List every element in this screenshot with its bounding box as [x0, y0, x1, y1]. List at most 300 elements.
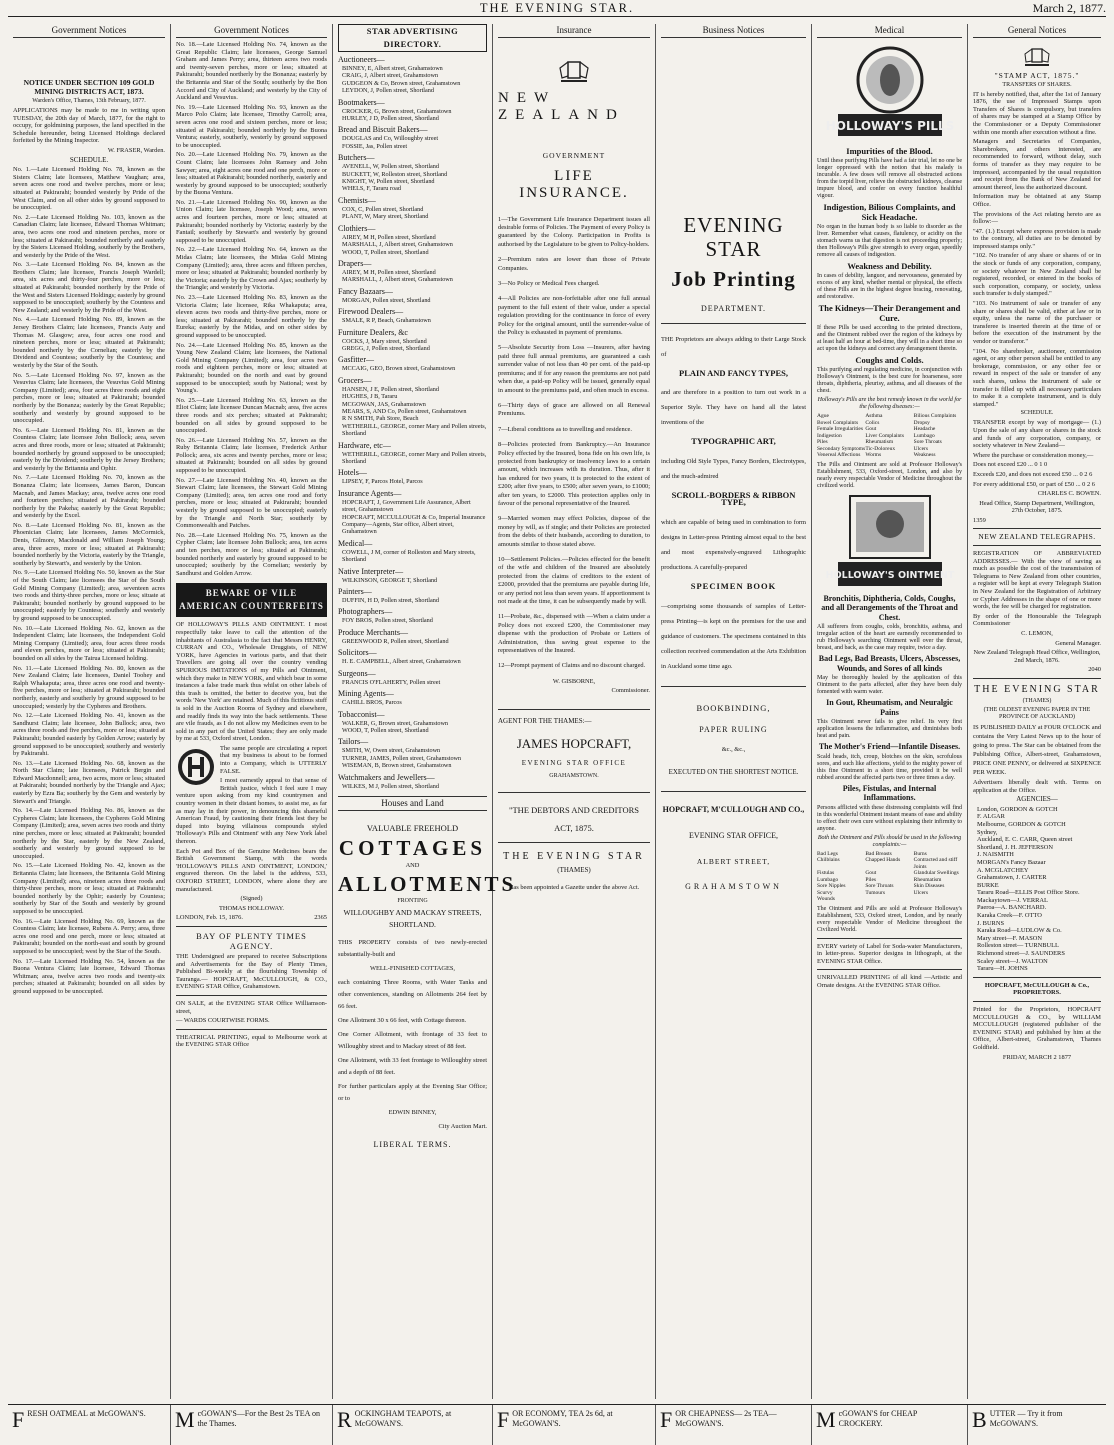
- masthead-date: March 2, 1877.: [1032, 1, 1106, 15]
- and-word: AND: [405, 861, 420, 869]
- sale-text: ON SALE, at the EVENING STAR Office Williamson-street,: [176, 999, 327, 1015]
- strip-text: RESH OATMEAL at McGOWAN'S.: [27, 1409, 146, 1418]
- table-cell: Gout: [865, 426, 877, 432]
- table-cell: Burns: [913, 850, 927, 857]
- streets-line: WILLOUGHBY AND MACKAY STREETS, SHORTLAND.: [343, 907, 482, 929]
- column-heading: Insurance: [498, 24, 650, 38]
- directory-entry: GREENWOOD R, Pollen street, Shortland: [342, 637, 449, 645]
- bronchitis-heading: Bronchitis, Diphtheria, Colds, Coughs, and all Derangements of the Throat and Chest.: [821, 593, 958, 622]
- property-line-3: each containing Three Rooms, with Water Tanks and other conveniences, standing on Allotments 264 feet by 66 feet.: [338, 978, 487, 1010]
- column-advertising-directory: [333, 24, 517, 1399]
- table-cell: Bowel Complaints: [817, 419, 859, 426]
- agency-entry: Richmond street—J. SAUNDERS: [977, 950, 1065, 958]
- imprint-date: FRIDAY, MARCH 2 1877: [1002, 1053, 1072, 1061]
- unrivalled-ad: UNRIVALLED PRINTING of all kind —Artistic and Ornate designs. At the EVENING STAR Office.: [817, 974, 962, 989]
- insurance-item: 4—All Policies are non-forfeitable after one full annual payment to the full extent of their value, under a special regulation providing for the continuance in force of every Policy for the original amount, until the surrender-value of the Policy is exhausted in payment of premiums.: [498, 295, 650, 337]
- directory-category: Photographers—: [338, 607, 393, 617]
- schedule-item: No. 15.—Late Licensed Holding No. 42, known as the Britannia Claim; late licensees, the Britannia Gold Mining Company (Limited); area, nineteen acres three roods and thirty-three perches, more or less; situated at Pakirarahi; bounded northerly by the Ophir; easterly by Countess; southerly by Star of the South and westerly by ground supposed to be unoccupied.: [13, 862, 165, 915]
- agency-entry: Scaley street—J. WALTON: [977, 957, 1048, 965]
- property-line-2: WELL-FINISHED COTTAGES,: [369, 964, 456, 972]
- schedule-item: No. 27.—Late Licensed Holding No. 40, known as the Stewart Claim; late licensees, the Stewart Gold Mining Company (Limited); area, ten acres one rood and forty perches, more or less; situated at Pakirarahi; bounded westerly by ground supposed to be unoccupied; easterly by the Triangle and North Star; southerly by Commonwealth and Patches.: [176, 476, 327, 530]
- telegraphs-lemon: C. LEMON,: [1021, 630, 1053, 637]
- schedule-item: No. 19.—Late Licensed Holding No. 93, known as the Marco Polo Claim; late licensee, Timothy Carroll; area, seven acres one rood and sixteen perches, more or less; situated at Pakirarahi; bounded northerly by the Buona Ventura; easterly, southerly, westerly by ground supposed to be unoccupied.: [176, 103, 327, 149]
- schedule-item: No. 23.—Late Licensed Holding No. 83, known as the Victoria Claim; late licensee, Rika Whakaputa; area, eleven acres two roods and thirty-five perches, more or less; situated at Pakirarahi; bounded northerly by the Eureka; easterly by the Midas, and on other sides by ground supposed to be unoccupied.: [176, 294, 327, 339]
- directory-category: Butchers—: [338, 153, 375, 163]
- table-cell: Chapped Hands: [865, 857, 901, 863]
- agency-entry: Tararu Road—ELLIS Post Office Store.: [977, 889, 1080, 897]
- theatrical-text: THEATRICAL PRINTING, equal to Melbourne work at the EVENING STAR Office: [176, 1033, 327, 1049]
- directory-entry: WETHERILL, GEORGE, corner Mary and Pollen streets, Shortland: [342, 422, 487, 438]
- bottom-advert-strip: [8, 1404, 1106, 1445]
- columns: [8, 24, 1106, 1399]
- job-paper-ruling: PAPER RULING: [699, 725, 768, 735]
- job-including: including Old Style Types, Fancy Borders, Electrotypes, and the much-admired: [661, 457, 806, 480]
- table-cell: Indigestion: [817, 432, 842, 439]
- royal-arms-icon: [1022, 46, 1052, 68]
- directory-category: Furniture Dealers, &c: [338, 327, 408, 337]
- schedule-item: No. 9.—Late Licensed Holding No. 50, known as the Star of the South Claim; late licensees the Star of the South Gold Mining Company (Limited); area, seventeen acres two roods and thirty-three perches, more or less; situate at Pakirarahi; bounded northerly by ground supposed to be unoccupied; easterly by Countess; southerly and westerly by ground supposed to be unoccupied.: [13, 569, 165, 622]
- insurance-items: [498, 216, 650, 671]
- beware-number: 2365: [314, 914, 327, 922]
- directory-entry: H. E. CAMPBELL, Albert street, Grahamstown: [342, 658, 461, 666]
- directory-entry: WOOD, T, Pollen street, Shortland: [342, 248, 429, 256]
- property-mart: City Auction Mart.: [438, 1122, 487, 1130]
- directory-category: Fancy Bazaars—: [338, 286, 393, 296]
- strip-text: OR ECONOMY, TEA 2s 6d, at McGOWAN'S.: [512, 1409, 613, 1428]
- impurities-text: Until these purifying Pills have had a fair trial, let no one be longer oppressed with the notion that his malady is incurable. A few doses will remove all obstructed actions from the torpid liver, relieve the obstructed kidneys, cleanse impure blood, and confer on every function healthful vigour.: [817, 158, 962, 199]
- directory-entry: PLANT, W, Mary street, Shortland: [342, 213, 429, 221]
- agency-entry: Shortland, J. H. JEFFERSON: [977, 843, 1053, 851]
- strip-advert: [812, 1405, 968, 1445]
- directory-entry: FOY BROS, Pollen street, Shortland: [342, 617, 433, 625]
- strip-initial: M: [816, 1407, 836, 1432]
- agency-entry: Melbourne, GORDON & GOTCH: [977, 820, 1066, 828]
- agency-entry: Tararu—H. JOHNS: [977, 965, 1028, 973]
- directory-entry: HOPCRAFT, MCCULLOUGH & Co, Imperial Insurance Company—Agents, Star office, Albert street, Grahamstown: [342, 513, 486, 536]
- directory-entry: WHELS, F, Tararu road: [342, 185, 401, 193]
- insurance-item: 12—Prompt payment of Claims and no discount charged.: [498, 662, 646, 670]
- agent-office: EVENING STAR OFFICE: [521, 758, 627, 767]
- job-specimen-book: SPECIMEN BOOK: [690, 580, 777, 591]
- beware-signed: (Signed): [240, 895, 263, 903]
- table-cell: Liver Complaints: [865, 432, 904, 439]
- directory-entry: MARSHALL, J, Albert street, Grahamstown: [342, 276, 453, 284]
- stamp-provisions: The provisions of the Act relating hereto are as follow:—: [973, 210, 1101, 226]
- strip-initial: F: [660, 1407, 673, 1432]
- directory-category: Bootmakers—: [338, 97, 385, 107]
- table-cell: Rheumatism: [913, 876, 942, 883]
- directory-category: Watchmakers and Jewellers—: [338, 772, 435, 782]
- column-heading: Government Notices: [13, 24, 165, 38]
- insurance-item: 11—Probate, &c., dispensed with —When a claim under a Policy does not exceed £200, the Commissioner may dispense with the production of Probate or Letters of Administration, thus saving great expense to the representatives of the Insured.: [498, 613, 650, 655]
- agency-entry: Paeroa—A. BANCHARD.: [977, 904, 1047, 912]
- schedule-item: No. 3.—Late Licensed Holding No. 84, known as the Brothers Claim; late licensee, Francis Joseph Wardell; area, six acres and thirty-four perches, more or less; situated at Pakirarahi; bounded northerly by the Pride of the West and Sisters Licensed Holdings; easterly by ground supposed to be unoccupied; southerly by the Countess and New Zealand; and westerly by the Pride of the West.: [13, 261, 166, 314]
- column-heading: Medical: [817, 24, 962, 38]
- directory-category: Bread and Biscuit Bakers—: [338, 125, 428, 135]
- schedule-item: No. 26.—Late Licensed Holding No. 57, known as the Ruby Britannia Claim; late licensee, Frederick Arthur Pollock; area, six acres and twenty perches, more or less; situated at Pakirarahi; bounded on all sides by ground supposed to be unoccupied.: [176, 436, 327, 475]
- directory-entry: DOUGLAS and Co, Willoughby street: [342, 135, 439, 143]
- directory-entry: KNIGHT, W, Pollen street, Shortland: [342, 178, 435, 186]
- property-line-4: One Allotment 30 x 66 feet, with Cottage thereon.: [338, 1016, 467, 1024]
- valuable-heading: VALUABLE FREEHOLD: [366, 822, 459, 833]
- schedule-list: [13, 166, 165, 995]
- table-cell: Headache: [913, 426, 936, 432]
- schedule-item: No. 5.—Late Licensed Holding No. 97, known as the Vesuvius Claim; late licensees, the Vesuvius Gold Mining Company (Limited); area, four acres three roods and eight perches, more or less; situated at Pakirarahi; bounded northerly by the Bonanza; easterly by the Great Republic; southerly and westerly by ground supposed to be unoccupied.: [13, 371, 165, 425]
- directory-entry: FOSSIE, Jas, Pollen street: [342, 142, 408, 150]
- star-title: THE EVENING STAR: [503, 851, 645, 863]
- kidneys-heading: The Kidneys—Their Derangement and Cure.: [818, 303, 961, 323]
- directory-entry: MARSHALL, J, Albert street, Grahamstown: [342, 241, 453, 249]
- stamp-info: Information may be obtained at any Stamp Office.: [973, 193, 1101, 208]
- table-cell: Female Irregularities: [817, 426, 863, 432]
- schedule-item: No. 1.—Late Licensed Holding No. 78, known as the Sisters Claim; late licensees, Matthew Vaughan; area, seven acres one rood and twelve perches, more or less; situated at Pakirarahi; bounded westerly by Pride of the West Claim, and on all other sides by ground supposed to be unoccupied.: [13, 166, 165, 212]
- job-bookbinding: BOOKBINDING,: [696, 702, 771, 713]
- job-typographic: TYPOGRAPHIC ART,: [691, 436, 776, 447]
- insurance-sign-name: W. GISBORNE,: [552, 677, 596, 685]
- notice-sign: W. FRASER, Warden.: [107, 146, 165, 154]
- directory-entry: MEARS, S, AND Co, Pollen street, Grahamstown: [342, 407, 467, 415]
- insurance-item: 1—The Government Life Insurance Department issues all desirable forms of Policies. The Payment of every Policy is guaranteed by the Colony. Participation in Profits is authorised by the Legislature to be given to Policy-holders.: [498, 215, 650, 248]
- allotments-heading: ALLOTMENTS: [338, 871, 517, 896]
- table-cell: Rheumatism: [865, 439, 894, 445]
- directory-entry: AIREY, M H, Pollen street, Shortland: [342, 268, 436, 276]
- job-department: DEPARTMENT.: [701, 304, 766, 313]
- notice-office: Warden's Office, Thames, 13th February, 1877.: [32, 98, 146, 104]
- directory-entry: LIPSEY, F, Parcos Hotel, Parcos: [342, 478, 423, 486]
- trade-mark-seal-icon: [176, 747, 216, 787]
- agency-entry: F. ALGAR: [977, 813, 1005, 821]
- star-text: Has been appointed a Gazette under the above Act.: [508, 883, 640, 891]
- stamp-rate-3: For every additional £50, or part of £50 ... 0 2 6: [973, 480, 1095, 488]
- transfers-heading: TRANSFERS OF SHARES.: [1002, 81, 1072, 88]
- directory-category: Hardware, etc—: [338, 440, 391, 450]
- strip-initial: R: [337, 1407, 352, 1432]
- strip-initial: F: [12, 1407, 25, 1432]
- schedule-item: No. 24.—Late Licensed Holding No. 85, known as the Young New Zealand Claim; late licensees, the National Gold Mining Company (Limited); area, four acres two roods and eighteen perches, more or less; situated at Pakirarahi; bounded on the north and east by ground supposed to be unoccupied; south by National; west by Young's.: [176, 341, 327, 395]
- directory-entry: CRAIG, J, Albert street, Grahamstown: [342, 72, 439, 80]
- stamp-number: 1359: [973, 516, 986, 524]
- fronting-word: FRONTING: [397, 897, 428, 904]
- piles-heading: Piles, Fistulas, and Internal Inflammations.: [842, 783, 937, 802]
- directory-entry: CAHILL BROS, Parcos: [342, 699, 402, 707]
- general-star-advertisers: Advertisers liberally dealt with. Terms on application at the Office.: [973, 778, 1101, 794]
- insurance-item: 8—Policies protected from Bankruptcy.—An Insurance Policy effected by the Insured, bona fide on his own life, is protected from bankruptcy or insolvency laws to a certain amount, which increases with its duration. Thus, after it has endured for two years, it is protected to the extent of £200; after five years, to £500; after seven years, to £1000; after ten years, to £2000. This protection applies only in favour of the personal representative of the Insured.: [498, 441, 650, 507]
- agency-entry: MORGAN's Fancy Bazaar: [977, 858, 1046, 866]
- strip-advert: [171, 1405, 333, 1445]
- property-line-7: For further particulars apply at the Evening Star Office; or to: [338, 1082, 487, 1102]
- coughs-text: This purifying and regulating medicine, in conjunction with Holloway's Ointment, is the best cure for hoarseness, sore throats, diphtheria, pleurisy, asthma, and all diseases of the chest.: [817, 367, 962, 394]
- strip-advert: [968, 1405, 1106, 1445]
- both-title: Both the Ointment and Pills should be used in the following complaints:—: [817, 834, 962, 848]
- directory-entry: WOOD, T, Pollen street, Shortland: [342, 726, 429, 734]
- telegraphs-office: New Zealand Telegraph Head Office, Wellington, 2nd March, 1876.: [973, 649, 1101, 664]
- job-position: and are therefore in a position to turn out work in a Superior Style. They have on hand all the latest inventions of the: [661, 389, 806, 427]
- table-cell: Tumours: [865, 889, 885, 896]
- agencies-heading: AGENCIES—: [1016, 795, 1058, 804]
- job-proprietors: THE Proprietors are always adding to their Large Stock of: [661, 335, 806, 358]
- strip-initial: M: [175, 1407, 195, 1432]
- directory-entry: WETHERILL, GEORGE, corner Mary and Pollen streets, Shortland: [342, 450, 487, 465]
- seal-label: HOLLOWAY'S PILLS: [825, 119, 954, 133]
- table-cell: Lumbago: [913, 432, 935, 439]
- table-cell: Ulcers: [913, 889, 929, 896]
- piles-text: Persons afflicted with these distressing complaints will find in this wonderful Ointment instant means of ease and ability to effect their own cure without explaining their infirmity to anyone.: [817, 804, 962, 832]
- strip-text: cGOWAN'S for CHEAP CROCKERY.: [838, 1409, 918, 1428]
- directory-entry: TURNER, JAMES, Pollen street, Grahamstown: [342, 754, 462, 762]
- directory-entry: GREGG, J, Pollen street, Shortland: [342, 344, 430, 352]
- liberal-terms: LIBERAL TERMS.: [373, 1139, 452, 1149]
- table-cell: Bilious Complaints: [913, 413, 957, 419]
- table-cell: Wounds: [817, 896, 835, 902]
- coughs-heading: Coughs and Colds.: [855, 355, 924, 365]
- table-cell: Asthma: [865, 413, 883, 419]
- job-printing: Job Printing: [671, 267, 796, 291]
- houses-heading: Houses and Land: [338, 796, 487, 811]
- notice-intro: APPLICATIONS may be made to me in writing upon TUESDAY, the 20th day of March, 1877, for the right to occupy, for goldmining purposes, the land specified in the Schedule hereunder, being Licensed Holdings declared forfeited by the Mining Inspector.: [13, 107, 165, 145]
- diseases-title: Holloway's Pills are the best remedy known in the world for the following diseases:—: [817, 397, 962, 410]
- schedule-item: No. 6.—Late Licensed Holding No. 81, known as the Countess Claim; late licensee John Bullock; area, seven acres and three roods, more or less; situated at Pakirarahi; bounded northerly by ground supposed to be unoccupied; easterly by the Dividend; southerly by the Jersey Brothers; and westerly by the Britannia and Ophir.: [13, 426, 165, 472]
- agency-entry: J. NAISMITH: [977, 851, 1014, 859]
- general-star-oldest: (THE OLDEST EVENING PAPER IN THE PROVINCE OF AUCKLAND): [983, 706, 1091, 720]
- telegraphs-number: 2040: [1088, 666, 1101, 674]
- directory-entry: FRANCIS O'FLAHERTY, Pollen street: [342, 678, 441, 686]
- telegraphs-order: By order of the Honourable the Telegraph Commissioner: [973, 612, 1101, 628]
- agency-entry: Grahamstown, J. CARTER: [977, 874, 1047, 882]
- coat-of-arms-icon: [557, 58, 591, 84]
- directory-category: Auctioneers—: [338, 55, 385, 64]
- column-general-notices: [968, 24, 1106, 1399]
- property-line-1: THIS PROPERTY consists of two newly-erected substantially-built and: [338, 938, 487, 958]
- agency-entry: Mary street—F. MASON: [977, 934, 1042, 942]
- insurance-item: 3—No Policy or Medical Fees charged.: [498, 280, 600, 288]
- job-etc: &c., &c.,: [721, 745, 746, 753]
- pills-sold-text: The Pills and Ointment are sold at Professor Holloway's Establishment, 533, Oxford-street, London, and also by nearly every respectable Vendor of Medicine throughout the civilized world.: [817, 461, 962, 489]
- directory-entry: COWELL, J M, corner of Rolleston and Mary streets, Shortland: [342, 548, 476, 564]
- table-cell: Chilblains: [817, 857, 840, 863]
- agency-entry: Karaka Creek—F. OTTO: [977, 912, 1042, 920]
- holloways-pills-seal-icon: [825, 42, 954, 142]
- both-table: [817, 851, 962, 903]
- directory-category: Tailors—: [338, 737, 369, 747]
- beware-text-2: The same people are circulating a report that my business is about to be formed into a Company, which is UTTERLY FALSE.: [220, 744, 327, 775]
- schedule-item: No. 4.—Late Licensed Holding No. 89, known as the Jersey Brothers Claim; late licensees, Francis Auty and Thomas M. Glasgow; area, four acres one rood and nineteen perches, more or less; situated at Pakirarahi; bounded northerly by the Cornelian; easterly by the Dividend and Countess; southerly by the Countess; and westerly by the Star of the South.: [13, 316, 165, 369]
- directory-entry: MCGOWAN, JAS, Grahamstown: [342, 400, 426, 408]
- schedule-item: No. 11.—Late Licensed Holding No. 80, known as the New Zealand Claim; late licensees, Daniel Toohey and Ralph Whakaputa; area, three acres one rood and twenty-five perches, more or less; situated at Pakirarahi; bounded northerly, easterly and southerly by ground supposed to be unoccupied; westerly by the Cypheres and Brothers.: [13, 664, 165, 710]
- agency-entry: Karaka Road—LUDLOW & Co.: [977, 927, 1062, 935]
- schedule-item: No. 18.—Late Licensed Holding No. 74, known as the Great Republic Claim; late licensees, George Samuel Graham and James Perry; area, thirteen acres two roods and twenty-seven perches, more or less; situated at Pakirarahi; bounded northerly by the Bonanza; easterly by the Britannia and Star of the South; southerly by the Bon Accord and City of Auckland; and westerly by the City of Auckland and Vesuvius.: [176, 41, 327, 102]
- schedule-item: No. 14.—Late Licensed Holding No. 86, known as the Cypheres Claim; late licensees, the Cypheres Gold Mining Company (Limited); area, seven acres two roods and thirty nine perches, more or less; situated at Pakirarahi; bounded northerly by the Star, easterly by the New Zealand, southerly and westerly by ground supposed to be unoccupied.: [13, 807, 165, 860]
- directory-entry: HUGHES, J B, Tararu: [342, 393, 398, 401]
- stamp-notice: IT is hereby notified, that, after the 1st of January 1876, the use of Impressed Stamps upon Transfers of Shares is compulsory, but transfers of shares may be stamped at a Stamp Office by the Commissioner or a Deputy Commissioner within one month after execution without a fine.: [973, 90, 1101, 136]
- agencies-list: [973, 806, 1101, 973]
- agency-entry: Mackaytown—J. VERRAL: [977, 896, 1048, 904]
- stamp-where: Where the purchase or consideration money,—: [973, 451, 1094, 459]
- table-cell: Secondary Symptoms: [817, 445, 866, 452]
- insurance-life: LIFE INSURANCE.: [519, 167, 629, 201]
- directory-category: Clothiers—: [338, 223, 376, 233]
- impurities-heading: Impurities of the Blood.: [846, 146, 933, 156]
- directory-category: Solicitors—: [338, 648, 377, 658]
- directory-entry: SMITH, W, Owen street, Grahamstown: [342, 747, 441, 755]
- table-cell: Venereal Affections: [817, 452, 861, 458]
- stamp-rate-1: Does not exceed £20 ... 0 1 0: [973, 461, 1048, 469]
- directory-list: [338, 55, 487, 790]
- schedule-item: No. 25.—Late Licensed Holding No. 63, known as the Eliot Claim; late licensee Duncan Macnab; area, five acres three roods and six perches; situated at Pakirarahi; bounded on all sides by ground supposed to be unoccupied.: [176, 396, 327, 435]
- directory-category: Gasfitter—: [338, 355, 374, 365]
- stamp-s104: "104. No sharebroker, auctioneer, commission agent, or any other person shall be entitled to any brokerage, commission, or any other fee or reward in respect of the sale or transfer of any such shares, unless the instrument of sale or transfer is filled up with all necessary particulars to make it a complete instrument, and is duly stamped.": [973, 347, 1101, 408]
- table-cell: Piles: [865, 876, 877, 883]
- insurance-item: 7—Liberal conditions as to travelling and residence.: [498, 425, 632, 433]
- strip-advert: [493, 1405, 656, 1445]
- directory-category: Mining Agents—: [338, 689, 394, 699]
- stamp-s102: "102. No transfer of any share or shares of or in the stock or funds of any corporation, company, or society whatever in New Zealand shall be registered, recorded, or entered in the books of such corporation, company, or society, unless such transfer is duly stamped.": [973, 252, 1101, 298]
- directory-entry: WILKES, M J, Pollen street, Shortland: [342, 782, 439, 790]
- stamp-schedule: SCHEDULE.: [1020, 410, 1054, 417]
- insurance-nz: NEW ZEALAND: [498, 90, 625, 123]
- stamp-bowen: CHARLES C. BOWEN.: [1037, 490, 1101, 498]
- weakness-text: In cases of debility, languor, and nervousness, generated by excess of any kind, whether mental or physical, the effects of these Pills are in the highest degree bracing, renovating, and restorative.: [817, 273, 962, 300]
- agency-entry: London, GORDON & GOTCH: [977, 805, 1058, 813]
- job-scroll-borders: SCROLL-BORDERS & RIBBON TYPE,: [671, 489, 796, 508]
- beware-banner: [176, 583, 327, 617]
- general-star-thames: (THAMES): [1022, 697, 1052, 704]
- directory-entry: LEYDON, J, Pollen street, Shortland: [342, 87, 434, 95]
- directory-entry: WILKINSON, GEORGE T, Shortland: [342, 576, 438, 584]
- agency-entry: Auckland, E. C. CARR, Queen street: [977, 836, 1073, 844]
- directory-entry: WISEMAN, B, Brown street, Grahamstown: [342, 762, 452, 770]
- stamp-head-office: Head Office, Stamp Department, Wellington, 27th October, 1875.: [979, 499, 1095, 515]
- table-cell: Ague: [817, 413, 829, 419]
- table-cell: Weakness: [913, 452, 936, 458]
- masthead-title: THE EVENING STAR.: [479, 1, 635, 15]
- strip-text: UTTER — Try it from McGOWAN'S.: [989, 1409, 1063, 1428]
- agency-entry: Rolleston street— TURNBULL: [977, 942, 1059, 950]
- directory-entry: DUFFIN, H D, Pollen street, Shortland: [342, 597, 439, 605]
- column-medical: [812, 24, 968, 1399]
- strip-advert: [8, 1405, 171, 1445]
- star-thames: (THAMES): [557, 866, 591, 875]
- beware-date: LONDON, Feb. 15, 1876.: [176, 914, 243, 922]
- column-heading: Business Notices: [661, 24, 806, 38]
- beware-text-4: Each Pot and Box of the Genuine Medicines bears the British Government Stamp, with the words 'HOLLOWAY'S PILLS AND OINTMENT, LONDON,' engraved thereon. On the label is the address, 533, OXFORD STREET, LONDON, where alone they are manufactured.: [176, 847, 327, 893]
- directory-category: Chemists—: [338, 195, 376, 205]
- weakness-heading: Weakness and Debility.: [847, 261, 932, 271]
- schedule-item: No. 16.—Late Licensed Holding No. 69, known as the Countess Claim; late licensee, Rubens A. Perry; area, three acres one rood and one perch, more or less; situated at Pakirarahi; bounded on the north-east and south by ground supposed to be unoccupied; west by the Star of the South.: [13, 917, 165, 955]
- holloways-ointment-seal-icon: [825, 494, 954, 590]
- mother-text: Scald heads, itch, croup, blotches on the skin, scrofulous sores, and such like affections, yield to the mighty power of this fine Ointment in a short time, provided it be well rubbed around the affected parts two or three times a day.: [817, 753, 962, 781]
- strip-text: OCKINGHAM TEAPOTS, at McGOWAN'S.: [354, 1409, 452, 1428]
- table-cell: Bad Breasts: [865, 850, 892, 857]
- directory-category: Native Interpreter—: [338, 566, 404, 576]
- schedule-item: No. 28.—Late Licensed Holding No. 75, known as the Cypher Claim; late licensee John Bullock; area, ten acres and ten perches, more or less; situated at Pakirarahi; bounded northerly and easterly by ground supposed to be unoccupied; southerly by the Cornelian; westerly by Sandhurst and Golden Arrow.: [176, 531, 327, 577]
- beware-text: OF HOLLOWAY'S PILLS AND OINTMENT. I most respectfully take leave to call the attention of the inhabitants of Australasia to the fact that Messrs HENRY, CURRAN and CO., Wholesale Druggists, of NEW YORK, have Agencies in various parts, and that their Travellers are going all over the country vending SPURIOUS IMITATIONS of my Pills and Ointment, which they make in NEW YORK, and which bear in some instances a false trade mark thus whilst on other labels of this trash is omitted, the better to deceive you, but the words 'New York' are retained. Much of this fictitious stuff is sold in the Auction Rooms of Sydney and elsewhere, and readily finds its way into the back settlements. These are vile frauds, as I do not allow my Medicines even to be sold in any part of the United States; they are only made by me at 533, Oxford street, London.: [176, 621, 327, 743]
- column-heading: Government Notices: [176, 24, 327, 38]
- job-office: EVENING STAR OFFICE,: [689, 830, 778, 840]
- job-capable: which are capable of being used in combination to form designs in Letter-press Printing almost equal to the best and most expensively-engraved Lithographic productions. A carefully-prepared: [661, 518, 806, 571]
- directory-entry: GUDGEON & Co, Brown street, Grahamstown: [342, 79, 461, 87]
- insurance-item: 5—Absolute Security from Loss —Insurers, after having paid three full annual premiums, are guaranteed a cash surrender value of not less than 40 per cent. of the paid-up premiums; and if for any reason the premiums are not paid when due, a paid-up Policy will be issued, generally equal in amount to the premiums paid, and often much in excess.: [498, 344, 650, 394]
- agency-entry: J. BURNS: [977, 919, 1004, 927]
- table-cell: Tic-Doloreux: [865, 445, 896, 452]
- strip-text: cGOWAN'S—For the Best 2s TEA on the Thames.: [197, 1409, 320, 1428]
- table-cell: Colics: [865, 419, 880, 426]
- general-star-published: IS PUBLISHED DAILY at FOUR O'CLOCK and contains the Very Latest News up to the hour of going to press. The Star can be obtained from the Publishing Office, Albert-street, Grahamstown, PRICE ONE PENNY, or delivered at SIXPENCE PER WEEK.: [973, 723, 1101, 776]
- agency-entry: Sydney,: [977, 828, 998, 836]
- directory-category: Hotels—: [338, 468, 367, 478]
- job-plain-types: PLAIN AND FANCY TYPES,: [679, 367, 788, 378]
- table-cell: Piles: [817, 439, 828, 445]
- job-town: GRAHAMSTOWN: [685, 882, 782, 892]
- agent-name: JAMES HOPCRAFT,: [516, 735, 632, 751]
- schedule-item: No. 8.—Late Licensed Holding No. 81, known as the Phoenician Claim; late licensees, James McCormick, Denis, Gilmore, Macdonald and William Joseph Young; area, three acres, more or less; situated at Pakirarahi; bounded northerly by the Victoria, easterly by the Triangle, southerly by Stewart's, and westerly by the Union.: [13, 521, 165, 567]
- agent-town: GRAHAMSTOWN.: [549, 773, 599, 780]
- bay-title: BAY OF PLENTY TIMES AGENCY.: [196, 930, 307, 951]
- strip-text: OR CHEAPNESS— 2s TEA— McGOWAN'S.: [675, 1409, 777, 1428]
- insurance-item: 2—Premium rates are lower than those of Private Companies.: [498, 256, 650, 272]
- printed-line: Printed for the Proprietors, HOPCRAFT MCCULLOUGH & CO., by WILLIAM MCCULLOUGH (registered publisher of the EVENING STAR) and published by him at the Office, Albert-street, Grahamstown, Thames Goldfield.: [973, 1006, 1101, 1051]
- bronchitis-text: All sufferers from coughs, colds, bronchitis, asthma, and irregular action of the heart are earnestly recommended to rub Holloway's searching Ointment well over the throat, breast, and back, as the case may require, twice a day.: [817, 624, 962, 651]
- beware-name: THOMAS HOLLOWAY.: [219, 904, 284, 912]
- job-street: ALBERT STREET,: [696, 856, 771, 866]
- property-line-6: One Allotment, with 33 feet frontage to Willoughby street and a depth of 88 feet.: [338, 1056, 487, 1076]
- telegraphs-heading: NEW ZEALAND TELEGRAPHS.: [978, 532, 1096, 542]
- beware-line-1: BEWARE OF VILE: [205, 588, 298, 599]
- strip-initial: F: [497, 1407, 510, 1432]
- proprietors-line: HOPCRAFT, McCULLOUGH & Co., PROPRIETORS.: [984, 981, 1090, 997]
- column-government-notices-1: [8, 24, 171, 1399]
- job-hopcraft: HOPCRAFT, M'CULLOUGH AND CO.,: [662, 805, 805, 815]
- table-cell: Scurvy: [817, 889, 833, 896]
- diseases-table: [817, 413, 962, 459]
- directory-entry: AVENELL, W, Pollen street, Shortland: [342, 163, 439, 171]
- directory-entry: HURLEY, J D, Pollen street, Shortland: [342, 115, 439, 123]
- directory-category: Produce Merchants—: [338, 627, 408, 637]
- beware-text-3: I most earnestly appeal to that sense of British justice, which I feel sure I may venture upon asking from my kind countrymen and country women in their distant homes, to assist me, as far as may lay in their power, in denouncing this shameful American Fraud, by cautioning their friends lest they be duped into buying villainous compounds styled 'Holloway's Pills and Ointment' with any New York label thereon.: [176, 777, 327, 845]
- directory-entry: AIREY, M H, Pollen street, Shortland: [342, 233, 436, 241]
- table-cell: Ulcers: [913, 445, 929, 452]
- bad-legs-text: May be thoroughly healed by the application of this Ointment to the parts affected, after they have been duly fomented with warm water.: [817, 675, 962, 695]
- directory-entry: WALKER, G, Brown street, Grahamstown: [342, 719, 449, 727]
- table-cell: Lumbago: [817, 876, 839, 883]
- directory-category: Surgeons—: [338, 668, 376, 678]
- job-evening-star: EVENING STAR: [683, 213, 784, 261]
- job-specimen-text: —comprising some thousands of samples of Letter-press Printing—is kept on the premises for the use and guidance of customers. The specimens contained in this collection received commendation at the Arts Exhibition in Auckland some time ago.: [661, 602, 806, 670]
- table-cell: Skin Diseases: [913, 883, 945, 889]
- telegraphs-gm: General Manager.: [1055, 639, 1101, 647]
- agency-entry: BURKE: [977, 881, 999, 889]
- bay-text: THE Undersigned are prepared to receive Subscriptions and Advertisements for the Bay of Plenty Times, Published Bi-weekly at the flourishing Township of Tauranga.— HOPCRAFT, McCULLOUGH, & CO., EVENING STAR Office, Grahamstown.: [176, 952, 327, 991]
- schedule-item: No. 22.—Late Licensed Holding No. 64, known as the Midas Claim; late licensees, the Midas Gold Mining Company (Limited); area, three acres and fifteen perches, more or less; situated at Pakirarahi; bounded northerly by the Victoria; easterly by the Crown and Ajax; southerly by the Triangle; and westerly by Victoria.: [176, 246, 327, 292]
- column-insurance: [493, 24, 656, 1399]
- sale-text-2: — WARDS COURTWISE FORMS.: [176, 1017, 270, 1025]
- directory-entry: HOPCRAFT, J, Government Life Assurance, Albert street, Grahamstown: [342, 498, 471, 514]
- directory-title: STAR ADVERTISING DIRECTORY.: [338, 24, 487, 52]
- insurance-item: 9—Married women may effect Policies, dispose of the money by will, as if single; and their Policies are protected from the debts of their husbands, according to duration, to amounts similar to those stated above.: [498, 515, 650, 548]
- directory-entry: CROCKER, G, Brown street, Grahamstown: [342, 107, 452, 115]
- table-cell: Bad Legs: [817, 850, 838, 857]
- insurance-item: 6—Thirty days of grace are allowed on all Renewal Premiums.: [498, 401, 650, 418]
- stamp-act: "STAMP ACT, 1875.": [994, 71, 1080, 80]
- directory-entry: BINNEY, E, Albert street, Grahamstown: [342, 65, 443, 72]
- directory-entry: MORGAN, Pollen street, Shortland: [342, 296, 431, 304]
- cottages-heading: COTTAGES: [338, 835, 487, 860]
- schedule-item: No. 7.—Late Licensed Holding No. 70, known as the Bonanza Claim; late licensees, James Baron, Duncan Macnab, and James Mackay; area, twelve acres one rood and fourteen perches; situated at Pakirarahi; bounded northerly by the Pakeha; easterly by the Great Republic; and westerly by the Excel.: [13, 474, 165, 520]
- schedule-item: No. 20.—Late Licensed Holding No. 79, known as the Count Claim; late licensees John Ramsey and John Sawyer; area, eight acres one rood and one perch, more or less; situated at Pakirarahi; bounded northerly, easterly and westerly by ground supposed to be unoccupied; southerly by the Buona Ventura.: [176, 151, 327, 197]
- notice-title: NOTICE UNDER SECTION 109 GOLD MINING DISTRICTS ACT, 1873.: [23, 78, 155, 96]
- table-cell: Sore Nipples: [817, 883, 846, 889]
- directory-entry: COX, C, Pollen street, Shortland: [342, 205, 424, 213]
- directory-category: Insurance Agents—: [338, 488, 402, 498]
